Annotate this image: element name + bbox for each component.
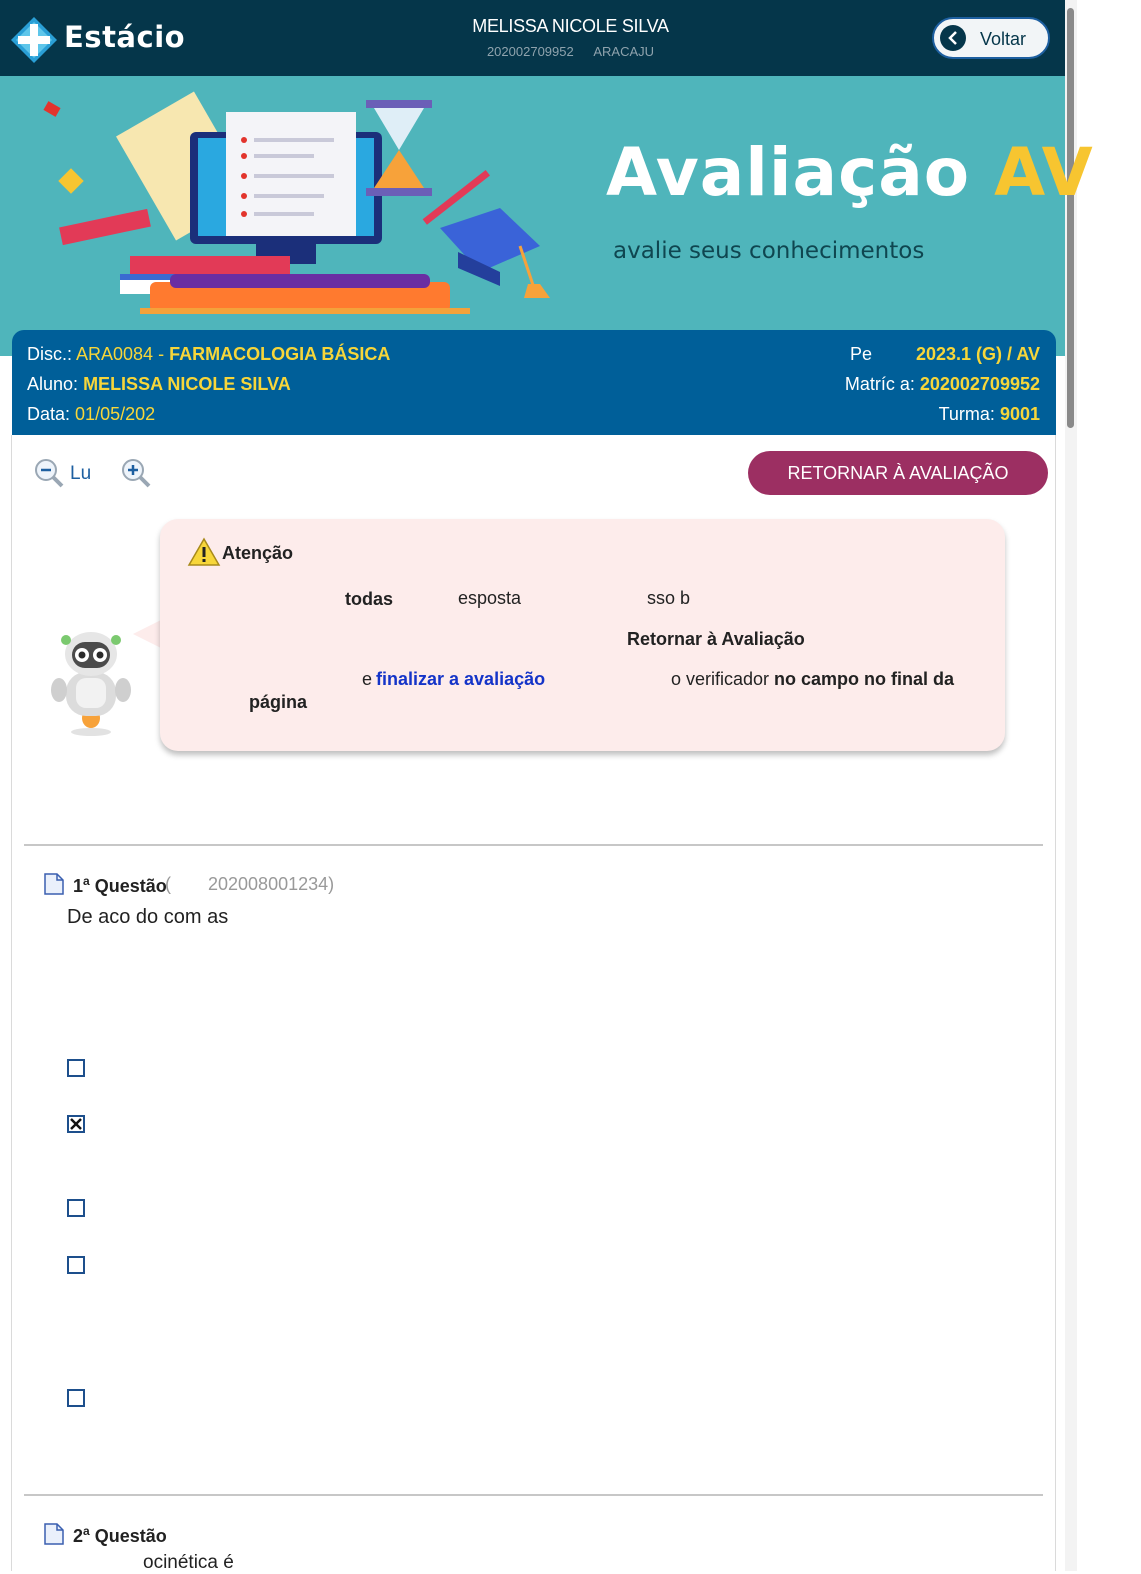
attention-text-2: esposta xyxy=(458,588,522,608)
finalize-exam-link[interactable]: finalizar a avaliação xyxy=(376,669,546,689)
attention-text-6: o verificador xyxy=(671,669,770,689)
question-2-text: ocinética é xyxy=(143,1552,234,1573)
attention-bubble xyxy=(160,519,1005,751)
campus: ARACAJU xyxy=(593,44,655,59)
question-1-ordinal-sup: a xyxy=(83,874,90,888)
back-button[interactable] xyxy=(932,17,1050,59)
registration-value: 202002709952 xyxy=(919,374,1040,394)
back-label: Voltar xyxy=(980,29,1027,49)
zoom-in-icon[interactable] xyxy=(120,457,152,489)
registration-row xyxy=(845,374,1040,395)
question-2-ordinal-sup: a xyxy=(83,1524,90,1538)
question-2-ordinal: 2 xyxy=(73,1526,84,1546)
banner xyxy=(0,76,1094,356)
question-1-text: De aco do com as xyxy=(67,906,229,928)
question-1-code-prefix: ( xyxy=(165,874,171,894)
attention-text-5: e xyxy=(362,669,373,689)
exam-illustration-icon xyxy=(0,76,600,356)
bubble-tail xyxy=(133,620,161,648)
document-icon xyxy=(44,1523,64,1545)
question-2-title xyxy=(73,1524,167,1547)
question-1-title xyxy=(73,874,167,897)
chevron-left-icon xyxy=(940,25,966,51)
zoom-level-label: Lu xyxy=(70,463,92,484)
class-value: 9001 xyxy=(999,404,1040,424)
scrollbar-thumb[interactable] xyxy=(1067,8,1074,428)
student-label: Aluno: xyxy=(27,374,79,394)
student-row xyxy=(27,374,291,395)
question-1-ordinal: 1 xyxy=(73,876,84,896)
date-row xyxy=(27,404,155,425)
separator xyxy=(24,1494,1043,1496)
robot-mascot-icon xyxy=(50,626,132,738)
question-1-option-a-checkbox[interactable] xyxy=(67,1059,85,1077)
zoom-out-icon[interactable] xyxy=(33,457,65,489)
question-1-label: Questão xyxy=(94,876,167,896)
user-name: MELISSA NICOLE SILVA xyxy=(472,16,669,36)
discipline-name: FARMACOLOGIA BÁSICA xyxy=(169,344,391,364)
return-to-exam-button[interactable]: RETORNAR À AVALIAÇÃO xyxy=(748,451,1048,495)
registration-label: Matríc a: xyxy=(844,374,915,394)
date-label: Data: xyxy=(27,404,71,424)
attention-title: Atenção xyxy=(222,543,294,563)
warning-icon xyxy=(188,537,220,567)
student-name: MELISSA NICOLE SILVA xyxy=(83,374,291,394)
attention-text-3: sso b xyxy=(647,588,691,608)
attention-text-7: no campo no final da xyxy=(774,669,955,689)
question-1-code: 202008001234) xyxy=(208,874,335,894)
discipline-label: Disc.: xyxy=(27,344,72,364)
logo-text: Estácio xyxy=(64,20,186,54)
user-id: 202002709952 xyxy=(486,44,574,59)
attention-text-4: Retornar à Avaliação xyxy=(627,629,805,649)
period-value: 2023.1 (G) / AV xyxy=(915,344,1040,364)
banner-title-main: Avaliação xyxy=(606,134,971,211)
period-label: Pe xyxy=(850,344,873,364)
exam-info-box xyxy=(12,330,1056,435)
discipline-code: ARA0084 - xyxy=(76,344,165,364)
top-header xyxy=(0,0,1065,76)
banner-title-accent: AV xyxy=(994,134,1094,211)
document-icon xyxy=(44,873,64,895)
question-2-label: Questão xyxy=(94,1526,167,1546)
date-value: 01/05/202 xyxy=(75,404,156,424)
question-1-option-d-checkbox[interactable] xyxy=(67,1256,85,1274)
question-1-option-e-checkbox[interactable] xyxy=(67,1389,85,1407)
banner-title xyxy=(606,134,1094,211)
class-row xyxy=(939,404,1040,425)
question-1-option-c-checkbox[interactable] xyxy=(67,1199,85,1217)
attention-text-1: todas xyxy=(345,589,394,609)
check-x-icon xyxy=(70,1118,82,1130)
discipline-row xyxy=(27,344,390,365)
attention-text-8: página xyxy=(249,692,308,712)
separator xyxy=(24,844,1043,846)
question-1-option-b-checkbox[interactable] xyxy=(67,1115,85,1133)
class-label: Turma: xyxy=(938,404,995,424)
banner-subtitle: avalie seus conhecimentos xyxy=(613,238,925,264)
